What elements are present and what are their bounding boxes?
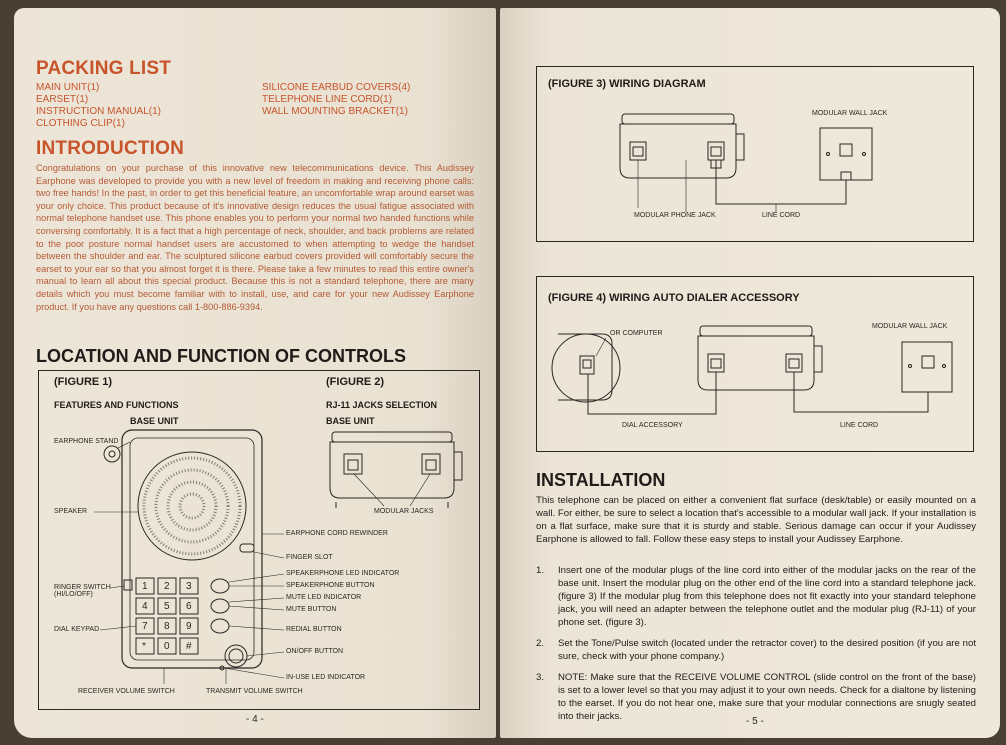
page-number-left: - 4 -	[246, 714, 264, 725]
page-number-right: - 5 -	[746, 716, 764, 727]
packing-list-heading: PACKING LIST	[36, 58, 172, 79]
label-modular-jacks: MODULAR JACKS	[374, 508, 434, 515]
label-modular-phone-jack: MODULAR PHONE JACK	[634, 212, 716, 219]
label-line-cord-4: LINE CORD	[840, 422, 879, 429]
step-text: Set the Tone/Pulse switch (located under the retractor cover) to the desired position (if you are not sure, check with your phone company.)	[558, 638, 976, 662]
key-9: 9	[186, 621, 192, 632]
label-speaker: SPEAKER	[54, 508, 88, 515]
key-6: 6	[186, 601, 192, 612]
figure2-title: (FIGURE 2)	[326, 376, 385, 388]
label-earphone-stand: EARPHONE STAND	[54, 438, 119, 445]
step-text: NOTE: Make sure that the RECEIVE VOLUME CONTROL (slide control on the front of the base) is set to a lower level so that you may adjust it to your own needs. Check for a dialtone by listening to the earset. If you do not hear one, make sure that your modular connections are snugly seated into their jacks.	[558, 672, 976, 722]
label-onoff-button: ON/OFF BUTTON	[286, 648, 344, 655]
key-3: 3	[186, 581, 192, 592]
packing-item: EARSET(1)	[36, 94, 89, 105]
label-receiver-volume: RECEIVER VOLUME SWITCH	[78, 688, 175, 695]
step-number: 1.	[536, 565, 545, 576]
right-page	[500, 8, 1000, 738]
key-star: *	[142, 641, 146, 652]
key-hash: #	[186, 641, 192, 652]
label-redial-button: REDIAL BUTTON	[286, 626, 342, 633]
figure2-rear-view-drawing	[14, 8, 496, 738]
packing-item: INSTRUCTION MANUAL(1)	[36, 106, 162, 117]
step-number: 3.	[536, 672, 545, 683]
step-text: Insert one of the modular plugs of the line cord into either of the modular jacks on the rear of the base unit. Insert the modular plug on the other end of the line cord into a standard telephone jack. (figure 3) If the modular plug from this telephone does not fit exactly into your standard telephone jack, you will need an adapter between the telephone outlet and the modular plug (RJ-11) of your phone set. (figure 3).	[558, 565, 976, 628]
installation-step	[536, 564, 976, 629]
label-or-computer: OR COMPUTER	[610, 330, 663, 337]
figure1-subtitle: FEATURES AND FUNCTIONS	[54, 400, 179, 410]
key-1: 1	[142, 581, 148, 592]
label-inuse-led: IN-USE LED INDICATOR	[286, 674, 366, 681]
key-5: 5	[164, 601, 170, 612]
installation-steps	[536, 564, 976, 731]
packing-item: CLOTHING CLIP(1)	[36, 118, 125, 129]
figure4-title: (FIGURE 4) WIRING AUTO DIALER ACCESSORY	[548, 292, 800, 304]
key-2: 2	[164, 581, 170, 592]
installation-heading: INSTALLATION	[536, 470, 666, 490]
label-ringer-switch: RINGER SWITCH (HI/LO/OFF)	[54, 584, 111, 598]
label-dial-accessory: DIAL ACCESSORY	[622, 422, 683, 429]
label-modular-wall-jack-4: MODULAR WALL JACK	[872, 323, 948, 330]
introduction-text: Congratulations on your purchase of this innovative new telecommunications device. This Audissey Earphone was developed to provide you with a new level of freedom in making and receiving phone calls: two free hands! In the past, in order to get this beneficial feature, an uncomfortable wrap around earset was your only choice. This product because of it's innovative design reduces the usual fatigue associated with normal telephone handset use. This phone enables you to perform your normal two handed functions while conversing comfortably. It is a fact that a high percentage of neck, shoulder, and back problems are related to the poor posture normal handset users are accustomed to when attempting to wedge the handset between the shoulder and ear. The sculptured silicone earbud covers provided will comfortably secure the earset to your ear so that you almost forget it is there. Please take a few minutes to read this entire owner's manual to learn all about this special product. Because this is not a standard telephone, there are many details which you must become familiar with to install, use, and care for your new Audissey Earphone product. If you have any questions call 1-800-886-9394.	[36, 163, 474, 312]
location-heading: LOCATION AND FUNCTION OF CONTROLS	[36, 346, 406, 366]
label-speakerphone-led: SPEAKERPHONE LED INDICATOR	[286, 570, 400, 577]
introduction-heading: INTRODUCTION	[36, 138, 185, 159]
label-earphone-cord-rewinder: EARPHONE CORD REWINDER	[286, 530, 388, 537]
key-7: 7	[142, 621, 148, 632]
figure1-title: (FIGURE 1)	[54, 376, 113, 388]
figure2-subtitle: RJ-11 JACKS SELECTION	[326, 400, 438, 410]
installation-intro: This telephone can be placed on either a convenient flat surface (desk/table) or easily mounted on a wall. For either, be sure to select a location that's accessible to a modular wall jack. If your installation is on a flat surface, make sure that it is sturdy and stable. Serious damage can occur if your Audissey Earphone is allowed to fall. Follow these easy steps to install your Audissey Earphone.	[536, 495, 976, 545]
label-modular-wall-jack: MODULAR WALL JACK	[812, 110, 888, 117]
installation-step	[536, 637, 976, 663]
label-mute-led: MUTE LED INDICATOR	[286, 594, 362, 601]
packing-item: MAIN UNIT(1)	[36, 82, 100, 93]
label-finger-slot: FINGER SLOT	[286, 554, 333, 561]
packing-item: TELEPHONE LINE CORD(1)	[262, 94, 393, 105]
key-8: 8	[164, 621, 170, 632]
key-0: 0	[164, 641, 170, 652]
key-4: 4	[142, 601, 148, 612]
step-number: 2.	[536, 638, 545, 649]
left-page	[14, 8, 496, 738]
label-line-cord: LINE CORD	[762, 212, 801, 219]
figure2-unit-label: BASE UNIT	[326, 416, 375, 426]
packing-item: SILICONE EARBUD COVERS(4)	[262, 82, 411, 93]
label-speakerphone-button: SPEAKERPHONE BUTTON	[286, 582, 375, 589]
packing-item: WALL MOUNTING BRACKET(1)	[262, 106, 408, 117]
label-mute-button: MUTE BUTTON	[286, 606, 337, 613]
label-transmit-volume: TRANSMIT VOLUME SWITCH	[206, 688, 303, 695]
figure3-title: (FIGURE 3) WIRING DIAGRAM	[548, 78, 706, 90]
label-dial-keypad: DIAL KEYPAD	[54, 626, 100, 633]
figure1-unit-label: BASE UNIT	[130, 416, 179, 426]
